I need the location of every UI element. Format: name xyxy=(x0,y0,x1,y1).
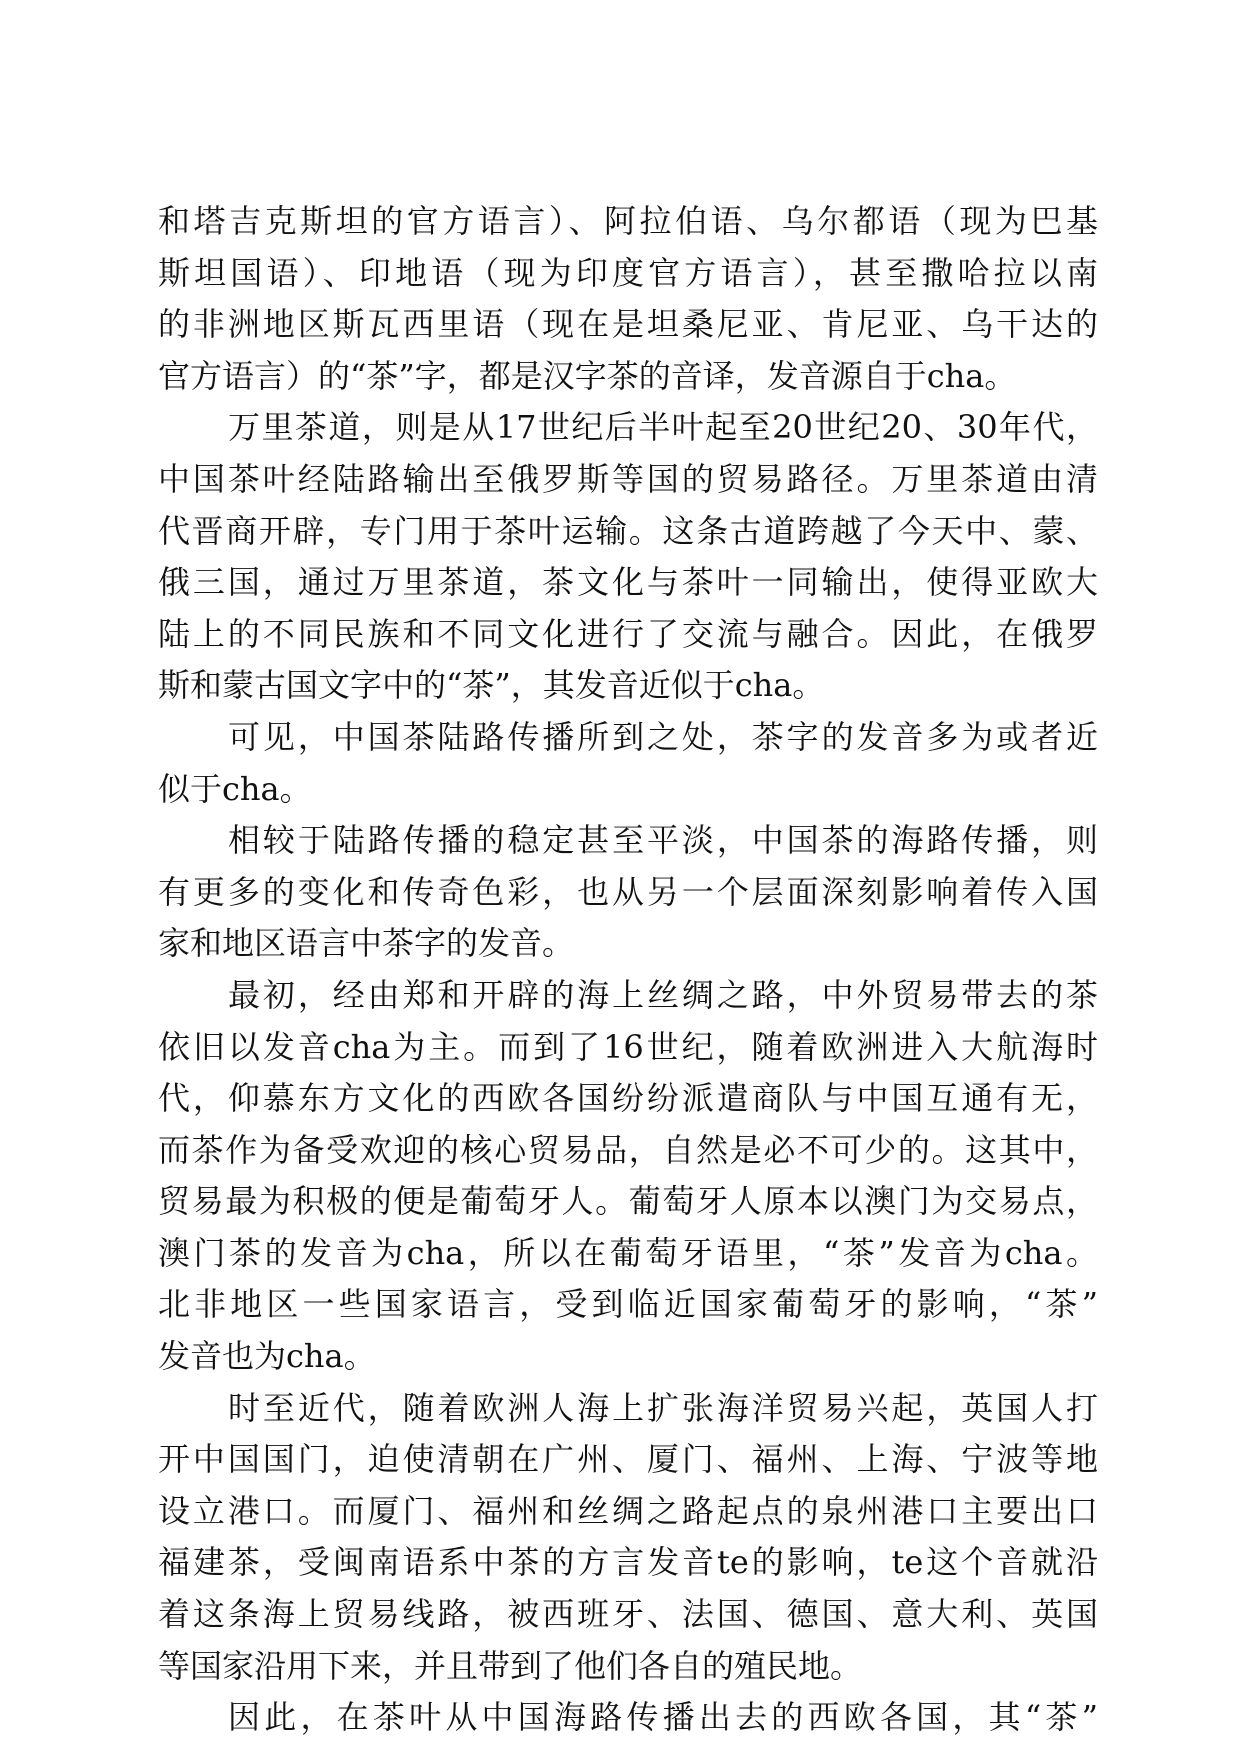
text-line: 着这条海上贸易线路，被西班牙、法国、德国、意大利、英国 xyxy=(158,1595,1098,1634)
text-line: 有更多的变化和传奇色彩，也从另一个层面深刻影响着传入国 xyxy=(158,872,1098,911)
text-line: 和塔吉克斯坦的官方语言）、阿拉伯语、乌尔都语（现为巴基 xyxy=(158,202,1098,240)
text-line: 万里茶道，则是从17世纪后半叶起至20世纪20、30年代， xyxy=(228,408,1098,447)
text-line: 代，仰慕东方文化的西欧各国纷纷派遣商队与中国互通有无， xyxy=(158,1079,1098,1118)
text-line: 设立港口。而厦门、福州和丝绸之路起点的泉州港口主要出口 xyxy=(158,1491,1098,1530)
text-line: 最初，经由郑和开辟的海上丝绸之路，中外贸易带去的茶 xyxy=(228,975,1098,1014)
text-line: 澳门茶的发音为cha，所以在葡萄牙语里，“茶”发音为cha。 xyxy=(158,1233,1098,1272)
text-line: 可见，中国茶陆路传播所到之处，茶字的发音多为或者近 xyxy=(228,717,1098,756)
text-line: 官方语言）的“茶”字，都是汉字茶的音译，发音源自于cha。 xyxy=(158,356,1017,395)
text-line: 斯和蒙古国文字中的“茶”，其发音近似于cha。 xyxy=(158,666,825,705)
text-line: 而茶作为备受欢迎的核心贸易品，自然是必不可少的。这其中， xyxy=(158,1130,1098,1169)
text-line: 似于cha。 xyxy=(158,769,312,808)
text-line: 斯坦国语）、印地语（现为印度官方语言），甚至撒哈拉以南 xyxy=(158,253,1098,292)
text-line: 家和地区语言中茶字的发音。 xyxy=(158,924,575,963)
text-line: 贸易最为积极的便是葡萄牙人。葡萄牙人原本以澳门为交易点， xyxy=(158,1182,1098,1221)
text-line: 中国茶叶经陆路输出至俄罗斯等国的贸易路径。万里茶道由清 xyxy=(158,459,1098,498)
text-line: 发音也为cha。 xyxy=(158,1337,376,1376)
text-line: 陆上的不同民族和不同文化进行了交流与融合。因此，在俄罗 xyxy=(158,614,1098,653)
text-line: 福建茶，受闽南语系中茶的方言发音te的影响，te这个音就沿 xyxy=(158,1543,1098,1582)
text-line: 等国家沿用下来，并且带到了他们各自的殖民地。 xyxy=(158,1646,863,1685)
text-line: 的非洲地区斯瓦西里语（现在是坦桑尼亚、肯尼亚、乌干达的 xyxy=(158,305,1098,344)
text-line: 北非地区一些国家语言，受到临近国家葡萄牙的影响，“茶” xyxy=(158,1285,1098,1324)
text-line: 代晋商开辟，专门用于茶叶运输。这条古道跨越了今天中、蒙、 xyxy=(158,511,1098,550)
text-line: 开中国国门，迫使清朝在广州、厦门、福州、上海、宁波等地 xyxy=(158,1440,1098,1479)
text-line: 相较于陆路传播的稳定甚至平淡，中国茶的海路传播，则 xyxy=(228,821,1098,860)
text-line: 依旧以发音cha为主。而到了16世纪，随着欧洲进入大航海时 xyxy=(158,1027,1098,1066)
text-line: 因此，在茶叶从中国海路传播出去的西欧各国，其“茶” xyxy=(228,1698,1098,1737)
text-line: 俄三国，通过万里茶道，茶文化与茶叶一同输出，使得亚欧大 xyxy=(158,563,1098,602)
text-line: 时至近代，随着欧洲人海上扩张海洋贸易兴起，英国人打 xyxy=(228,1388,1098,1427)
body-text xyxy=(158,196,1098,1744)
